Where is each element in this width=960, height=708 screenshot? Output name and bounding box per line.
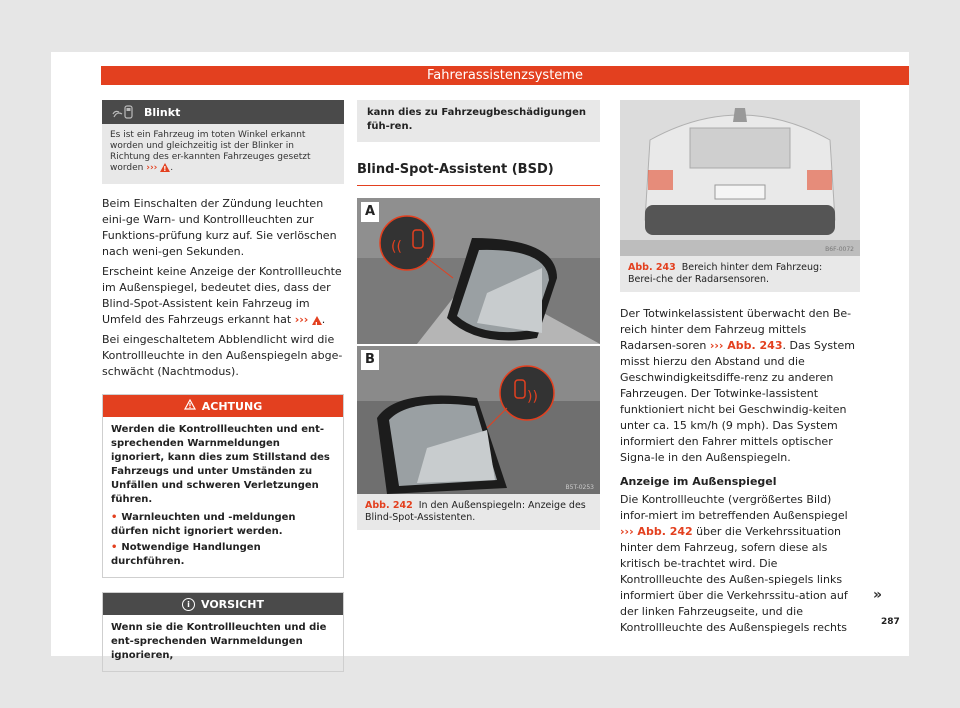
paragraph-text: über die Verkehrssituation hinter dem Fahrzeug, sofern diese als kritisch be-trachtet wird. Die Kontrollleuchte des Außen-spiegels links informiert über die Verkehrssitu-ation auf der linken Fahrzeugseite, und die Kontrollleuchte des Außenspiegels rechts bbox=[620, 525, 848, 634]
svg-text:)): )) bbox=[527, 389, 538, 405]
paragraph-radar bbox=[620, 306, 860, 466]
figure-code: B5T-0253 bbox=[565, 484, 594, 491]
svg-text:((: (( bbox=[391, 239, 402, 255]
info-circle-icon: i bbox=[182, 598, 195, 611]
vorsicht-body: Wenn sie die Kontrollleuchten und die ent-sprechenden Warnmeldungen ignorieren, bbox=[111, 622, 327, 661]
blink-text: Es ist ein Fahrzeug im toten Winkel erkannt worden und gleichzeitig ist der Blinker in Richtung des er-kannten Fahrzeuges gesetzt worden bbox=[110, 130, 311, 173]
paragraph-text: Die Kontrollleuchte (vergrößertes Bild) infor-miert im betreffenden Außenspiegel bbox=[620, 493, 848, 522]
achtung-text: Werden die Kontrollleuchten und ent-sprechenden Warnmeldungen ignoriert, kann dies zum Stillstand des Fahrzeugs und unter Umständen zu Unfällen und schweren Verletzungen führen. bbox=[111, 424, 330, 505]
achtung-bullet-text: Warnleuchten und -meldungen dürfen nicht ignoriert werden. bbox=[111, 512, 296, 537]
mirror-illustration bbox=[357, 198, 600, 494]
blind-spot-icon bbox=[102, 100, 144, 124]
achtung-body bbox=[103, 417, 343, 577]
page-header: Fahrerassistenzsysteme bbox=[101, 66, 909, 85]
figure-243-caption bbox=[620, 256, 860, 292]
vorsicht-header bbox=[103, 593, 343, 615]
paragraph-mirror-display bbox=[620, 492, 860, 636]
column-middle bbox=[357, 100, 600, 530]
car-rear-illustration bbox=[620, 100, 860, 256]
figure-code: B6F-0072 bbox=[825, 246, 854, 253]
caption-number: Abb. 243 bbox=[628, 262, 676, 273]
figure-243 bbox=[620, 100, 860, 256]
achtung-header bbox=[103, 395, 343, 417]
blink-text-block: Es ist ein Fahrzeug im toten Winkel erkannt worden und gleichzeitig ist der Blinker in Richtung des er-kannten Fahrzeuges gesetzt worden ››› ! . bbox=[102, 124, 344, 184]
blink-arrows: ››› bbox=[146, 163, 158, 173]
paragraph-2-arrows: ››› bbox=[294, 313, 309, 326]
paragraph-text: . Das System misst hierzu den Abstand und die Geschwindigkeitsdiffe-renz zu anderen Fahrzeugen. Der Totwinke-lassistent funktioniert nicht bei Geschwindig-keiten unter ca. 15 km/h (9 mph). Das System informiert den Fahrer mittels optischer Signa-le in den Außenspiegeln. bbox=[620, 339, 855, 464]
manual-page bbox=[51, 52, 909, 661]
column-left bbox=[102, 100, 344, 672]
page-number: 287 bbox=[881, 617, 900, 627]
vorsicht-box bbox=[102, 592, 344, 672]
caption-text: Bereich hinter dem Fahrzeug: Berei-che der Radarsensoren. bbox=[628, 262, 823, 285]
bullet-icon: • bbox=[111, 512, 118, 523]
paragraph-2-text: Erscheint keine Anzeige der Kontrollleuchte im Außenspiegel, bedeutet dies, dass der Blind-Spot-Assistent kein Fahrzeug im Umfeld des Fahrzeugs erkannt hat bbox=[102, 265, 342, 326]
achtung-bullet bbox=[111, 541, 335, 569]
paragraph-text: Der Totwinkelassistent überwacht den Be-reich hinter dem Fahrzeug mittels Radarsen-soren bbox=[620, 307, 852, 352]
continue-arrow: » bbox=[873, 587, 883, 603]
section-title: Blind-Spot-Assistent (BSD) bbox=[357, 162, 600, 186]
column-right bbox=[620, 100, 860, 636]
warning-triangle-icon bbox=[184, 399, 196, 413]
paragraph-2: Erscheint keine Anzeige der Kontrollleuchte im Außenspiegel, bedeutet dies, dass der Blind-Spot-Assistent kein Fahrzeug im Umfeld des Fahrzeugs erkannt hat ››› ! . bbox=[102, 264, 344, 328]
caption-text: In den Außenspiegeln: Anzeige des Blind-Spot-Assistenten. bbox=[365, 500, 586, 523]
subheading: Anzeige im Außenspiegel bbox=[620, 475, 777, 488]
achtung-box bbox=[102, 394, 344, 578]
paragraph-3: Bei eingeschaltetem Abblendlicht wird die Kontrollleuchte in den Außenspiegeln abge-schwächt (Nachtmodus). bbox=[102, 333, 343, 378]
bullet-icon: • bbox=[111, 542, 118, 553]
figure-label-a: A bbox=[361, 202, 379, 222]
continued-note: kann dies zu Fahrzeugbeschädigungen füh-ren. bbox=[357, 100, 600, 142]
achtung-title: ACHTUNG bbox=[201, 399, 263, 413]
caption-number: Abb. 242 bbox=[365, 500, 413, 511]
blink-header bbox=[102, 100, 344, 124]
vorsicht-title: VORSICHT bbox=[201, 597, 264, 611]
figure-reference-link[interactable]: ››› Abb. 243 bbox=[709, 339, 783, 352]
achtung-bullet bbox=[111, 511, 335, 539]
blink-heading: Blinkt bbox=[144, 105, 181, 119]
blink-box bbox=[102, 100, 344, 184]
figure-label-b: B bbox=[361, 350, 379, 370]
figure-242 bbox=[357, 198, 600, 494]
achtung-bullet-text: Notwendige Handlungen durchführen. bbox=[111, 542, 261, 567]
warning-icon bbox=[160, 163, 170, 172]
paragraph-1: Beim Einschalten der Zündung leuchten eini-ge Warn- und Kontrollleuchten zur Funktions-prüfung kurz auf. Sie verlöschen nach weni-gen Sekunden. bbox=[102, 197, 337, 258]
warning-icon bbox=[312, 316, 322, 325]
figure-242-caption bbox=[357, 494, 600, 530]
figure-reference-link[interactable]: ››› Abb. 242 bbox=[620, 525, 693, 538]
